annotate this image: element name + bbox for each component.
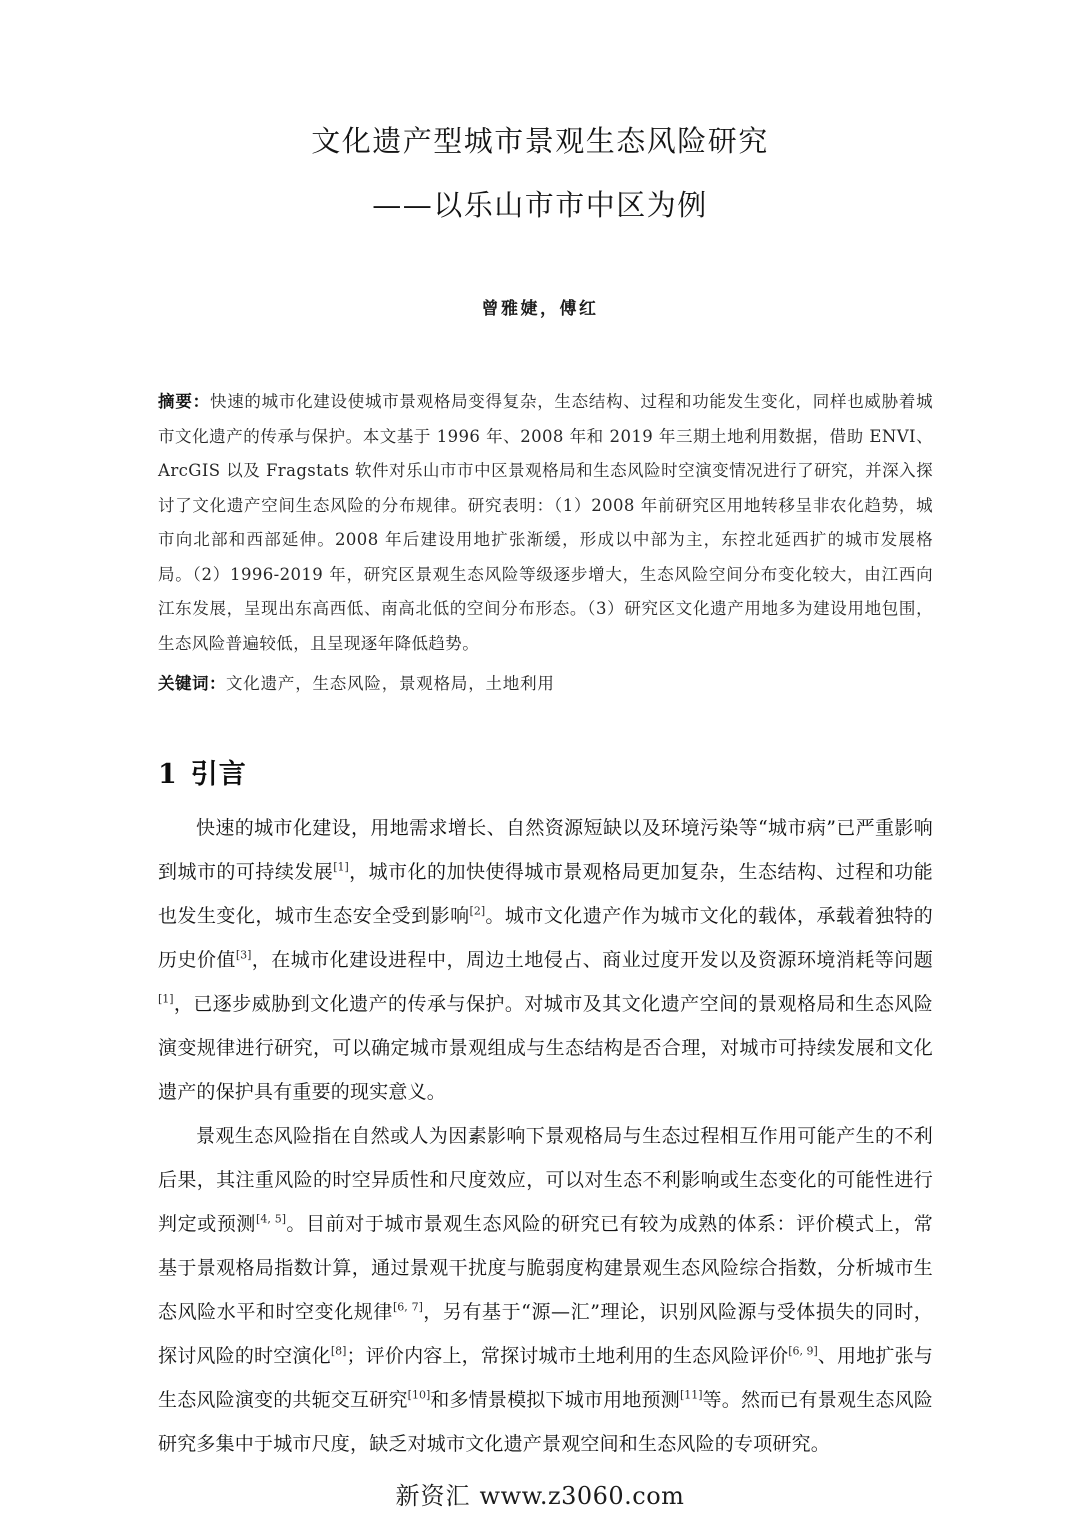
body-paragraph-2 (158, 1114, 933, 1466)
page-title: 文化遗产型城市景观生态风险研究 (311, 124, 769, 158)
paragraph-2-segment-4: ；评价内容上，常探讨城市土地利用的生态风险评价 (346, 1345, 789, 1367)
watermark-site-name: 新资汇 (395, 1482, 471, 1510)
section-number: 1 (158, 759, 178, 790)
title-block (0, 0, 1080, 228)
abstract-label: 摘要： (158, 392, 210, 411)
paragraph-2-segment-6: 和多情景模拟下城市用地预测 (430, 1389, 680, 1411)
citation-ref: [10] (407, 1388, 431, 1402)
paragraph-2-segment-3: ，另有基于“源—汇”理论，识别风险源与受体损失的同时，探讨风险的时空演化 (158, 1301, 933, 1367)
citation-ref: [4, 5] (256, 1212, 287, 1226)
section-title: 引言 (190, 759, 247, 790)
body-content (158, 806, 933, 1466)
page-subtitle: ——以乐山市市中区为例 (372, 188, 708, 222)
paragraph-2-segment-2: 。目前对于城市景观生态风险的研究已有较为成熟的体系：评价模式上，常基于景观格局指数计算，通过景观干扰度与脆弱度构建景观生态风险综合指数，分析城市生态风险水平和时空变化规律 (158, 1213, 933, 1323)
citation-ref: [11] (679, 1388, 703, 1402)
author-list: 曾雅婕，傅红 (481, 299, 599, 319)
abstract-text: 快速的城市化建设使城市景观格局变得复杂，生态结构、过程和功能发生变化，同样也威胁着城市文化遗产的传承与保护。本文基于 1996 年、2008 年和 2019 年三期土地利用数据，借助 ENVI、ArcGIS 以及 Fragstats 软件对乐山市市中区景观格局和生态风险时空演变情况进行了研究，并深入探讨了文化遗产空间生态风险的分布规律。研究表明：（1）2008 年前研究区用地转移呈非农化趋势，城市向北部和西部延伸。2008 年后建设用地扩张渐缓，形成以中部为主，东控北延西扩的城市发展格局。（2）1996-2019 年，研究区景观生态风险等级逐步增大，生态风险空间分布变化较大，由江西向江东发展，呈现出东高西低、南高北低的空间分布形态。（3）研究区文化遗产用地多为建设用地包围，生态风险普遍较低，且呈现逐年降低趋势。 (158, 392, 933, 653)
citation-ref: [2] (469, 904, 486, 918)
section-heading-introduction (158, 752, 247, 791)
paragraph-2-segment-7: 等。然而已有景观生态风险研究多集中于城市尺度，缺乏对城市文化遗产景观空间和生态风险的专项研究。 (158, 1389, 933, 1455)
footer-watermark (0, 1476, 1080, 1511)
paragraph-1-segment-3: 。城市文化遗产作为城市文化的载体，承载着独特的历史价值 (158, 905, 933, 971)
citation-ref: [1] (158, 992, 174, 1006)
keywords-label: 关键词： (158, 674, 226, 693)
paragraph-1-segment-4: ，在城市化建设进程中，周边土地侵占、商业过度开发以及资源环境消耗等问题 (251, 949, 933, 971)
paragraph-1-segment-1: 快速的城市化建设，用地需求增长、自然资源短缺以及环境污染等“城市病”已严重影响到城市的可持续发展 (158, 817, 933, 883)
citation-ref: [8] (330, 1344, 347, 1358)
citation-ref: [3] (235, 948, 252, 962)
paragraph-1-segment-5: ，已逐步威胁到文化遗产的传承与保护。对城市及其文化遗产空间的景观格局和生态风险演变规律进行研究，可以确定城市景观组成与生态结构是否合理，对城市可持续发展和文化遗产的保护具有重要的现实意义。 (158, 993, 933, 1103)
watermark-url: www.z3060.com (479, 1482, 685, 1510)
citation-ref: [1] (333, 860, 349, 874)
citation-ref: [6, 7] (392, 1300, 423, 1314)
keywords-text: 文化遗产，生态风险，景观格局，土地利用 (226, 674, 555, 693)
abstract-paragraph (158, 385, 933, 661)
paragraph-1-segment-2: ，城市化的加快使得城市景观格局更加复杂，生态结构、过程和功能也发生变化，城市生态安全受到影响 (158, 861, 933, 927)
paragraph-2-segment-5: 、用地扩张与生态风险演变的共轭交互研究 (158, 1345, 934, 1411)
paragraph-2-segment-1: 景观生态风险指在自然或人为因素影响下景观格局与生态过程相互作用可能产生的不利后果，其注重风险的时空异质性和尺度效应，可以对生态不利影响或生态变化的可能性进行判定或预测 (158, 1125, 933, 1235)
abstract-section (158, 385, 933, 702)
body-paragraph-1 (158, 806, 933, 1114)
keywords-paragraph (158, 667, 933, 702)
citation-ref: [6, 9] (788, 1344, 818, 1358)
